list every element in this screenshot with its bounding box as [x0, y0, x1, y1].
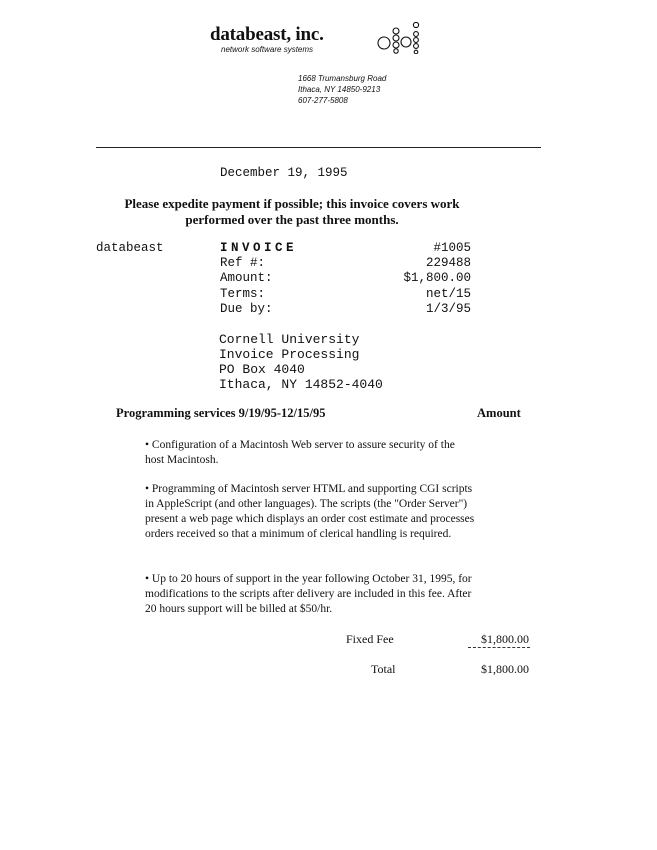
total-label: Total — [371, 662, 396, 676]
bubbles-logo-icon — [376, 20, 424, 54]
address-phone: 607-277-5808 — [298, 96, 348, 105]
total-value: $1,800.00 — [481, 662, 529, 676]
ref-label: Ref #: — [220, 256, 266, 270]
billto-line-3: PO Box 4040 — [219, 362, 305, 377]
invoice-title: INVOICE — [220, 241, 298, 255]
amount-heading: Amount — [477, 406, 521, 420]
fixed-fee-label: Fixed Fee — [346, 632, 394, 646]
amount-label: Amount: — [220, 271, 273, 285]
billto-line-4: Ithaca, NY 14852-4040 — [219, 377, 383, 392]
ref-value: 229488 — [425, 256, 471, 270]
invoice-number: #1005 — [433, 241, 471, 255]
payment-notice: Please expedite payment if possible; this invoice covers work performed over the past three months. — [124, 196, 460, 227]
services-heading: Programming services 9/19/95-12/15/95 — [116, 406, 326, 420]
amount-value: $1,800.00 — [403, 271, 471, 285]
service-item: • Up to 20 hours of support in the year following October 31, 1995, for modifications to the scripts after delivery are included in this fee. After 20 hours support will be billed at $50/hr. — [145, 573, 472, 615]
address-city: Ithaca, NY 14850-9213 — [298, 85, 381, 94]
address-street: 1668 Trumansburg Road — [298, 74, 387, 83]
terms-label: Terms: — [220, 287, 266, 301]
invoice-from: databeast — [96, 241, 164, 255]
billto-line-1: Cornell University — [219, 332, 360, 347]
sum-divider — [468, 647, 530, 648]
company-tagline: network software systems — [221, 45, 314, 54]
terms-value: net/15 — [425, 287, 471, 301]
due-value: 1/3/95 — [425, 302, 471, 316]
due-label: Due by: — [220, 302, 273, 316]
service-item: • Configuration of a Macintosh Web server to assure security of the host Macintosh. — [145, 439, 455, 466]
billto-line-2: Invoice Processing — [219, 347, 360, 362]
company-name: databeast, inc. — [210, 24, 324, 45]
invoice-date: December 19, 1995 — [220, 166, 348, 180]
fixed-fee-value: $1,800.00 — [481, 632, 529, 646]
header-divider — [96, 147, 541, 148]
service-item: • Programming of Macintosh server HTML and supporting CGI scripts in AppleScript (and other languages). The scripts (the "Order Server") present a web page which displays an order cost estimate and processes orders received so that a minimum of clerical handling is required. — [145, 483, 475, 540]
